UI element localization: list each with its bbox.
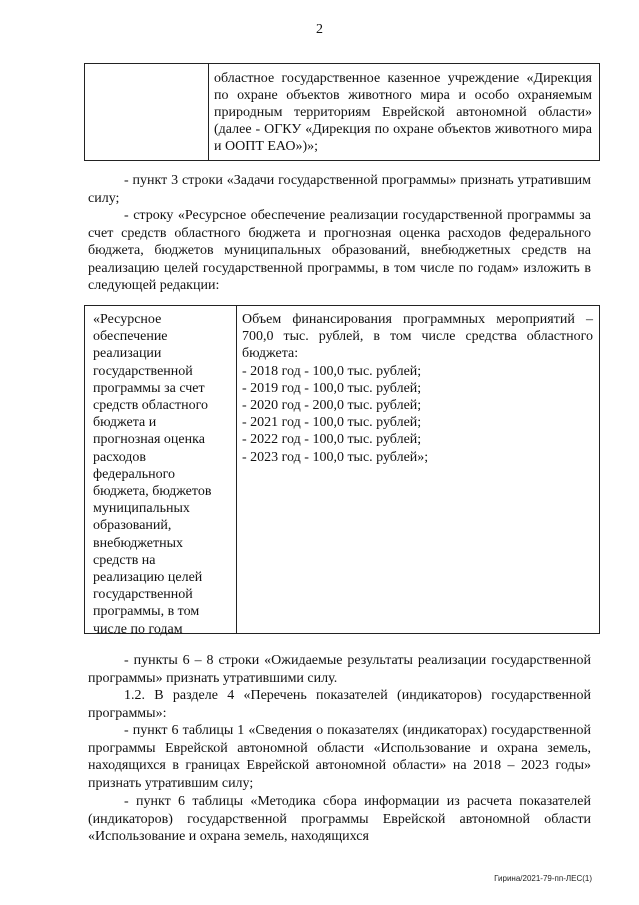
resource-table-left-cell [93, 311, 233, 638]
resource-intro: Объем финансирования программных мероприятий – 700,0 тыс. рублей, в том числе средства областного бюджета: [242, 312, 593, 362]
paragraph-table-1-point: - пункт 6 таблицы 1 «Сведения о показателях (индикаторах) государственной программы Еврейской автономной области «Использование и охрана земель, находящихся в границах Еврейской автономной области» на 2018 – 2023 годы» признать утратившим силу; [88, 723, 591, 791]
resource-left-line: программы за счет [93, 380, 205, 396]
footer-document-code: Гирина/2021-79-пп-ЛЕС(1) [494, 874, 592, 883]
resource-year-item: - 2021 год - 100,0 тыс. рублей; [242, 415, 422, 431]
resource-left-line: расходов [93, 449, 147, 465]
resource-left-line: прогнозная оценка [93, 432, 205, 448]
resource-left-line: реализацию целей [93, 570, 203, 586]
resource-left-line: федерального [93, 466, 176, 482]
resource-left-line: числе по годам [93, 621, 183, 637]
resource-left-line: государственной [93, 587, 193, 603]
resource-year-item: - 2019 год - 100,0 тыс. рублей; [242, 380, 422, 396]
resource-left-line: муниципальных [93, 501, 190, 517]
resource-left-line: средств областного [93, 398, 209, 414]
resource-left-line: программы, в том [93, 604, 200, 620]
resource-table [84, 305, 600, 637]
resource-left-line: обеспечение [93, 329, 168, 345]
paragraph-resource-line: - строку «Ресурсное обеспечение реализации государственной программы за счет средств областного бюджета и прогнозная оценка расходов федерального бюджета, бюджетов муниципальных образований, внебюджетных средств на реализацию целей государственной программы, в том числе по годам» изложить в следующей редакции: [88, 208, 591, 293]
resource-left-line: бюджета, бюджетов [93, 484, 212, 500]
resource-left-line: «Ресурсное [93, 312, 162, 327]
paragraph-section-4: 1.2. В разделе 4 «Перечень показателей (индикаторов) государственной программы»: [88, 688, 591, 721]
top-table-right-cell: областное государственное казенное учреждение «Дирекция по охране объектов животного мира и особо охраняемым природным территориям Еврейской автономной области» (далее - ОГКУ «Дирекция по охране объектов животного мира и ООПТ ЕАО»)»; [214, 71, 592, 154]
resource-year-item: - 2022 год - 100,0 тыс. рублей; [242, 432, 422, 448]
paragraph-tasks-point: - пункт 3 строки «Задачи государственной программы» признать утратившим силу; [88, 173, 591, 206]
resource-left-line: образований, [93, 518, 172, 534]
resource-table-divider [236, 306, 237, 633]
resource-left-line: государственной [93, 363, 193, 379]
paragraph-methodology-point: - пункт 6 таблицы «Методика сбора информации из расчета показателей (индикаторов) государственной программы Еврейской автономной области «Использование и охрана земель, находящихся [88, 794, 591, 844]
page-number: 2 [316, 22, 323, 37]
paragraph-expected-results: - пункты 6 – 8 строки «Ожидаемые результаты реализации государственной программы» признать утратившими силу. [88, 653, 591, 686]
resource-left-line: бюджета и [93, 415, 157, 431]
top-table [84, 63, 600, 161]
resource-left-line: реализации [93, 346, 162, 362]
resource-left-line: внебюджетных [93, 535, 184, 551]
top-table-divider [208, 64, 209, 160]
resource-table-right-cell [242, 311, 593, 466]
resource-year-item: - 2023 год - 100,0 тыс. рублей»; [242, 449, 429, 465]
resource-left-line: средств на [93, 552, 156, 568]
resource-years-list [242, 363, 593, 466]
resource-year-item: - 2020 год - 200,0 тыс. рублей; [242, 398, 422, 414]
resource-year-item: - 2018 год - 100,0 тыс. рублей; [242, 363, 422, 379]
